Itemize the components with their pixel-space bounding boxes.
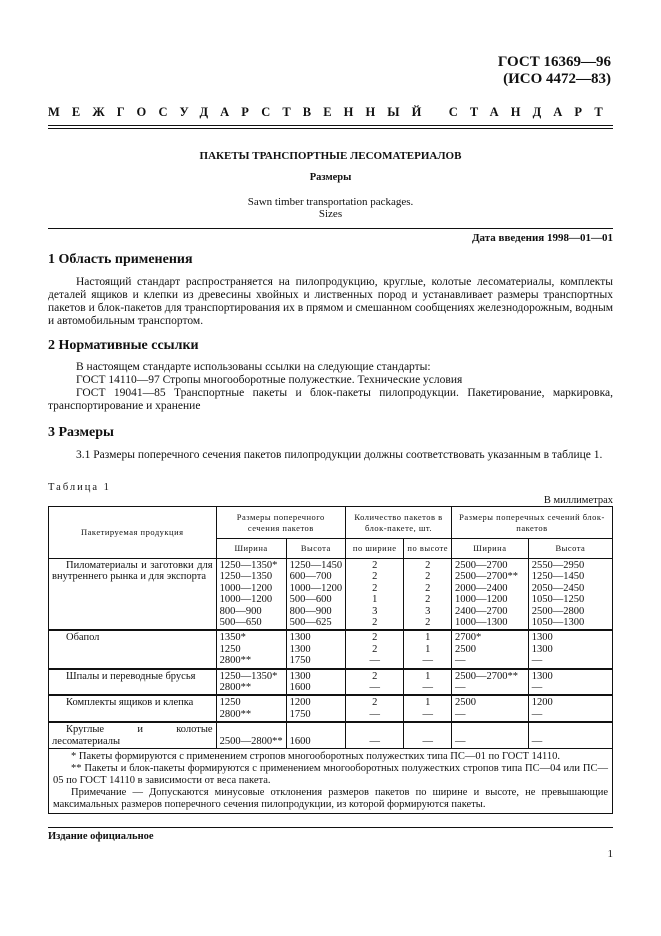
iso-code: (ИСО 4472—83) (503, 71, 611, 87)
section-text: Настоящий стандарт распространяется на пилопродукцию, круглые, колотые лесоматериалы, комплекты деталей ящиков и клепки из древесины хвойных и лиственных пород и устанавливает размеры транспортных пакетов и блок-пакетов для транспортирования их в прямом и смешанном сообщениях железнодорожным, водным и автомобильным транспортом. (48, 276, 613, 327)
section-heading: 1 Область применения (48, 252, 193, 267)
cell-w: 1250—1350* 1250—1350 1000—1200 1000—1200 800—900 500—650 (216, 559, 286, 631)
cell-cw: 2 — (346, 669, 404, 696)
footnote: * Пакеты формируются с применением стропов многооборотных полужестких типа ПС—01 по ГОСТ 14110. (71, 751, 561, 763)
english-title: Sawn timber transportation packages. (247, 196, 414, 208)
cell-bw: — (452, 722, 529, 748)
cell-bh: 1300 — (528, 669, 612, 696)
cell-h: 1300 1600 (286, 669, 346, 696)
cell-bh: 1200 — (528, 695, 612, 722)
table-row (49, 559, 613, 631)
cell-cw: — (346, 722, 404, 748)
table-caption: Таблица 1 (48, 482, 111, 493)
cell-w: 2500—2800** (216, 722, 286, 748)
cell-h: 1200 1750 (286, 695, 346, 722)
reference-line: В настоящем стандарте использованы ссылки на следующие стандарты: (76, 361, 431, 373)
cell-bh: 2550—2950 1250—1450 2050—2450 1050—1250 2500—2800 1050—1300 (528, 559, 612, 631)
divider (48, 125, 613, 126)
table-row (49, 630, 613, 668)
cell-h: 1300 1300 1750 (286, 630, 346, 668)
cell-cw: 2 2 2 1 3 2 (346, 559, 404, 631)
cell-w: 1350* 1250 2800** (216, 630, 286, 668)
cell-cw: 2 2 — (346, 630, 404, 668)
english-subtitle: Sizes (318, 208, 343, 220)
cell-product: Пиломатериалы и заготовки для внутреннего рынка и для экспорта (49, 559, 217, 631)
reference-line: ГОСТ 14110—97 Стропы многооборотные полужесткие. Технические условия (76, 374, 463, 386)
divider (48, 128, 613, 129)
table-row (49, 695, 613, 722)
table-footnotes (49, 749, 613, 814)
cell-ch: — (404, 722, 452, 748)
edition-label: Издание официальное (48, 831, 154, 842)
header-count: Количество пакетов в блок-пакете, шт. (346, 507, 452, 539)
doc-subtitle: Размеры (309, 172, 352, 183)
dimensions-table (48, 506, 613, 814)
section-text: 3.1 Размеры поперечного сечения пакетов пилопродукции должны соответствовать указанным в таблице 1. (76, 449, 603, 461)
cell-ch: 1 — (404, 669, 452, 696)
header-block-width: Ширина (452, 539, 529, 559)
section-heading: 2 Нормативные ссылки (48, 338, 199, 353)
cell-w: 1250 2800** (216, 695, 286, 722)
cell-bh: — (528, 722, 612, 748)
cell-bh: 1300 1300 — (528, 630, 612, 668)
header-height: Высота (286, 539, 346, 559)
table-row (49, 669, 613, 696)
cell-product: Круглые и колотые лесоматериалы (49, 722, 217, 748)
gost-code: ГОСТ 16369—96 (497, 54, 611, 70)
header-by-width: по ширине (346, 539, 404, 559)
footnote: ** Пакеты и блок-пакеты формируются с применением многооборотных полужестких стропов типа ПС—04 или ПС—05 по ГОСТ 14110 в зависимости от веса пакета. (53, 763, 608, 787)
divider (48, 827, 613, 828)
cell-ch: 1 — (404, 695, 452, 722)
note: Примечание — Допускаются минусовые отклонения размеров пакетов по ширине и высоте, не превышающие максимальных размеров поперечного сечения пилопродукции, из которой формируются пакеты. (53, 787, 608, 811)
header-block-height: Высота (528, 539, 612, 559)
banner: МЕЖГОСУДАРСТВЕННЫЙ СТАНДАРТ (48, 105, 615, 119)
cell-h: 1250—1450 600—700 1000—1200 500—600 800—900 500—625 (286, 559, 346, 631)
cell-product: Шпалы и переводные брусья (49, 669, 217, 696)
cell-bw: 2500—2700** — (452, 669, 529, 696)
intro-date: Дата введения 1998—01—01 (471, 232, 613, 244)
page-number: 1 (607, 848, 613, 860)
header-width: Ширина (216, 539, 286, 559)
cell-bw: 2700* 2500 — (452, 630, 529, 668)
cell-product: Комплекты ящиков и клепка (49, 695, 217, 722)
standard-number (498, 54, 611, 88)
section-heading: 3 Размеры (48, 425, 114, 440)
cell-product: Обапол (49, 630, 217, 668)
reference-line: ГОСТ 19041—85 Транспортные пакеты и блок-пакеты пилопродукции. Пакетирование, маркировка, транспортирование и хранение (48, 387, 613, 412)
cell-cw: 2 — (346, 695, 404, 722)
cell-w: 1250—1350* 2800** (216, 669, 286, 696)
doc-title: ПАКЕТЫ ТРАНСПОРТНЫЕ ЛЕСОМАТЕРИАЛОВ (199, 150, 462, 162)
header-block: Размеры поперечных сечений блок-пакетов (452, 507, 613, 539)
divider (48, 228, 613, 229)
cell-bw: 2500—2700 2500—2700** 2000—2400 1000—1200 2400—2700 1000—1300 (452, 559, 529, 631)
header-by-height: по высоте (404, 539, 452, 559)
header-product: Пакетируемая продукция (49, 507, 217, 559)
cell-ch: 2 2 2 2 3 2 (404, 559, 452, 631)
cell-h: 1600 (286, 722, 346, 748)
cell-ch: 1 1 — (404, 630, 452, 668)
table-row (49, 722, 613, 748)
header-pkg: Размеры поперечного сечения пакетов (216, 507, 346, 539)
cell-bw: 2500 — (452, 695, 529, 722)
table-units: В миллиметрах (543, 495, 613, 506)
